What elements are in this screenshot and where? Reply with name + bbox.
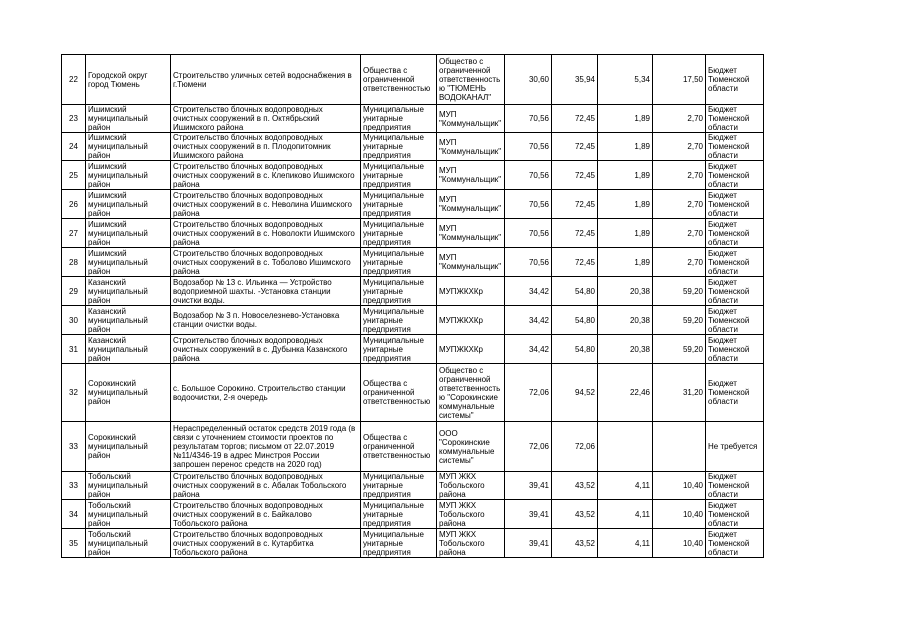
value-3-cell: 1,89 — [598, 133, 653, 161]
project-description-cell: Строительство блочных водопроводных очистных сооружений в с. Байкалово Тобольского района — [171, 500, 361, 529]
value-3-cell: 1,89 — [598, 105, 653, 133]
funding-source-cell: Бюджет Тюменской области — [706, 277, 764, 306]
legal-form-cell: Общества с ограниченной ответственностью — [361, 55, 437, 105]
organization-cell: МУП "Коммунальщик" — [437, 161, 505, 190]
project-description-cell: Водозабор № 13 с. Ильинка — Устройство водоприемной шахты. -Установка станции очистки воды. — [171, 277, 361, 306]
funding-source-cell: Бюджет Тюменской области — [706, 105, 764, 133]
municipality-cell: Казанский муниципальный район — [86, 306, 171, 335]
value-4-cell: 10,40 — [653, 472, 706, 500]
value-4-cell — [653, 422, 706, 472]
row-number: 24 — [62, 133, 86, 161]
municipality-cell: Тобольский муниципальный район — [86, 500, 171, 529]
municipality-cell: Ишимский муниципальный район — [86, 133, 171, 161]
organization-cell: МУП "Коммунальщик" — [437, 219, 505, 248]
value-1-cell: 70,56 — [505, 161, 552, 190]
value-3-cell: 1,89 — [598, 190, 653, 219]
row-number: 26 — [62, 190, 86, 219]
value-1-cell: 70,56 — [505, 105, 552, 133]
row-number: 32 — [62, 364, 86, 422]
legal-form-cell: Муниципальные унитарные предприятия — [361, 105, 437, 133]
table-row — [62, 190, 764, 219]
organization-cell: МУП "Коммунальщик" — [437, 248, 505, 277]
projects-table — [61, 54, 764, 558]
value-2-cell: 43,52 — [552, 472, 598, 500]
value-4-cell: 31,20 — [653, 364, 706, 422]
value-1-cell: 70,56 — [505, 248, 552, 277]
value-1-cell: 39,41 — [505, 500, 552, 529]
row-number: 35 — [62, 529, 86, 558]
row-number: 33 — [62, 472, 86, 500]
funding-source-cell: Не требуется — [706, 422, 764, 472]
funding-source-cell: Бюджет Тюменской области — [706, 500, 764, 529]
row-number: 29 — [62, 277, 86, 306]
table-row — [62, 55, 764, 105]
table-row — [62, 306, 764, 335]
organization-cell: МУП ЖКХ Тобольского района — [437, 529, 505, 558]
value-2-cell: 43,52 — [552, 500, 598, 529]
organization-cell: МУПЖКХКр — [437, 335, 505, 364]
project-description-cell: Строительство блочных водопроводных очистных сооружений в с. Дубынка Казанского района — [171, 335, 361, 364]
funding-source-cell: Бюджет Тюменской области — [706, 161, 764, 190]
organization-cell: Общество с ограниченной ответственность ю "ТЮМЕНЬ ВОДОКАНАЛ" — [437, 55, 505, 105]
row-number: 34 — [62, 500, 86, 529]
value-4-cell: 2,70 — [653, 190, 706, 219]
funding-source-cell: Бюджет Тюменской области — [706, 335, 764, 364]
legal-form-cell: Муниципальные унитарные предприятия — [361, 277, 437, 306]
project-description-cell: Строительство блочных водопроводных очистных сооружений в с. Неволина Ишимского района — [171, 190, 361, 219]
project-description-cell: с. Большое Сорокино. Строительство станции водоочистки, 2-я очередь — [171, 364, 361, 422]
funding-source-cell: Бюджет Тюменской области — [706, 190, 764, 219]
municipality-cell: Ишимский муниципальный район — [86, 219, 171, 248]
table-row — [62, 248, 764, 277]
table-row — [62, 133, 764, 161]
value-4-cell: 59,20 — [653, 306, 706, 335]
value-2-cell: 35,94 — [552, 55, 598, 105]
project-description-cell: Строительство блочных водопроводных очистных сооружений в с. Абалак Тобольского района — [171, 472, 361, 500]
value-3-cell: 20,38 — [598, 277, 653, 306]
legal-form-cell: Муниципальные унитарные предприятия — [361, 500, 437, 529]
row-number: 30 — [62, 306, 86, 335]
organization-cell: МУП "Коммунальщик" — [437, 105, 505, 133]
value-3-cell: 1,89 — [598, 219, 653, 248]
table-row — [62, 364, 764, 422]
row-number: 28 — [62, 248, 86, 277]
value-1-cell: 72,06 — [505, 364, 552, 422]
value-4-cell: 2,70 — [653, 105, 706, 133]
table-row — [62, 529, 764, 558]
project-description-cell: Строительство уличных сетей водоснабжения в г.Тюмени — [171, 55, 361, 105]
organization-cell: МУПЖКХКр — [437, 277, 505, 306]
value-2-cell: 72,45 — [552, 105, 598, 133]
value-3-cell: 4,11 — [598, 529, 653, 558]
project-description-cell: Строительство блочных водопроводных очистных сооружений в п. Октябрьский Ишимского района — [171, 105, 361, 133]
funding-source-cell: Бюджет Тюменской области — [706, 364, 764, 422]
value-1-cell: 70,56 — [505, 190, 552, 219]
funding-source-cell: Бюджет Тюменской области — [706, 306, 764, 335]
legal-form-cell: Муниципальные унитарные предприятия — [361, 306, 437, 335]
row-number: 27 — [62, 219, 86, 248]
project-description-cell: Водозабор № 3 п. Новоселезнево-Установка станции очистки воды. — [171, 306, 361, 335]
legal-form-cell: Муниципальные унитарные предприятия — [361, 219, 437, 248]
organization-cell: МУП "Коммунальщик" — [437, 133, 505, 161]
table-row — [62, 277, 764, 306]
table-row — [62, 105, 764, 133]
legal-form-cell: Общества с ограниченной ответственностью — [361, 364, 437, 422]
organization-cell: МУПЖКХКр — [437, 306, 505, 335]
value-2-cell: 72,45 — [552, 219, 598, 248]
value-2-cell: 94,52 — [552, 364, 598, 422]
project-description-cell: Строительство блочных водопроводных очистных сооружений в с. Новолокти Ишимского района — [171, 219, 361, 248]
municipality-cell: Городской округ город Тюмень — [86, 55, 171, 105]
value-4-cell: 10,40 — [653, 529, 706, 558]
value-3-cell: 4,11 — [598, 500, 653, 529]
legal-form-cell: Муниципальные унитарные предприятия — [361, 529, 437, 558]
value-2-cell: 72,45 — [552, 248, 598, 277]
legal-form-cell: Муниципальные унитарные предприятия — [361, 190, 437, 219]
value-2-cell: 54,80 — [552, 306, 598, 335]
table-row — [62, 335, 764, 364]
value-3-cell: 5,34 — [598, 55, 653, 105]
table-row — [62, 219, 764, 248]
legal-form-cell: Муниципальные унитарные предприятия — [361, 472, 437, 500]
funding-source-cell: Бюджет Тюменской области — [706, 529, 764, 558]
project-description-cell: Строительство блочных водопроводных очистных сооружений в п. Плодопитомник Ишимского района — [171, 133, 361, 161]
row-number: 22 — [62, 55, 86, 105]
municipality-cell: Ишимский муниципальный район — [86, 161, 171, 190]
row-number: 31 — [62, 335, 86, 364]
value-3-cell: 1,89 — [598, 248, 653, 277]
value-3-cell — [598, 422, 653, 472]
value-4-cell: 17,50 — [653, 55, 706, 105]
value-2-cell: 54,80 — [552, 277, 598, 306]
organization-cell: МУП ЖКХ Тобольского района — [437, 500, 505, 529]
value-1-cell: 39,41 — [505, 529, 552, 558]
value-2-cell: 72,06 — [552, 422, 598, 472]
value-3-cell: 22,46 — [598, 364, 653, 422]
funding-source-cell: Бюджет Тюменской области — [706, 248, 764, 277]
municipality-cell: Казанский муниципальный район — [86, 335, 171, 364]
value-2-cell: 43,52 — [552, 529, 598, 558]
legal-form-cell: Общества с ограниченной ответственностью — [361, 422, 437, 472]
organization-cell: МУП "Коммунальщик" — [437, 190, 505, 219]
row-number: 23 — [62, 105, 86, 133]
value-3-cell: 1,89 — [598, 161, 653, 190]
table-row — [62, 422, 764, 472]
table-row — [62, 472, 764, 500]
value-4-cell: 59,20 — [653, 277, 706, 306]
project-description-cell: Строительство блочных водопроводных очистных сооружений в с. Кутарбитка Тобольского района — [171, 529, 361, 558]
value-2-cell: 54,80 — [552, 335, 598, 364]
table-row — [62, 161, 764, 190]
municipality-cell: Ишимский муниципальный район — [86, 190, 171, 219]
organization-cell: МУП ЖКХ Тобольского района — [437, 472, 505, 500]
municipality-cell: Ишимский муниципальный район — [86, 105, 171, 133]
funding-source-cell: Бюджет Тюменской области — [706, 472, 764, 500]
value-4-cell: 2,70 — [653, 133, 706, 161]
legal-form-cell: Муниципальные унитарные предприятия — [361, 335, 437, 364]
municipality-cell: Сорокинский муниципальный район — [86, 422, 171, 472]
project-description-cell: Нераспределенный остаток средств 2019 года (в связи с уточнением стоимости проектов по результатам торгов; письмом от 22.07.2019 №11/4346-19 в адрес Минстроя России запрошен перенос средств на 2020 год) — [171, 422, 361, 472]
value-2-cell: 72,45 — [552, 133, 598, 161]
value-3-cell: 4,11 — [598, 472, 653, 500]
value-4-cell: 2,70 — [653, 219, 706, 248]
value-4-cell: 59,20 — [653, 335, 706, 364]
value-1-cell: 70,56 — [505, 219, 552, 248]
value-1-cell: 39,41 — [505, 472, 552, 500]
project-description-cell: Строительство блочных водопроводных очистных сооружений в с. Тоболово Ишимского района — [171, 248, 361, 277]
value-1-cell: 34,42 — [505, 277, 552, 306]
value-1-cell: 30,60 — [505, 55, 552, 105]
value-4-cell: 2,70 — [653, 248, 706, 277]
value-3-cell: 20,38 — [598, 306, 653, 335]
organization-cell: ООО "Сорокинские коммунальные системы" — [437, 422, 505, 472]
municipality-cell: Тобольский муниципальный район — [86, 529, 171, 558]
legal-form-cell: Муниципальные унитарные предприятия — [361, 133, 437, 161]
row-number: 25 — [62, 161, 86, 190]
municipality-cell: Сорокинский муниципальный район — [86, 364, 171, 422]
legal-form-cell: Муниципальные унитарные предприятия — [361, 161, 437, 190]
funding-source-cell: Бюджет Тюменской области — [706, 219, 764, 248]
value-1-cell: 72,06 — [505, 422, 552, 472]
value-1-cell: 70,56 — [505, 133, 552, 161]
value-2-cell: 72,45 — [552, 190, 598, 219]
value-1-cell: 34,42 — [505, 335, 552, 364]
organization-cell: Общество с ограниченной ответственность ю "Сорокинские коммунальные системы" — [437, 364, 505, 422]
municipality-cell: Тобольский муниципальный район — [86, 472, 171, 500]
table-row — [62, 500, 764, 529]
value-4-cell: 10,40 — [653, 500, 706, 529]
value-2-cell: 72,45 — [552, 161, 598, 190]
municipality-cell: Казанский муниципальный район — [86, 277, 171, 306]
legal-form-cell: Муниципальные унитарные предприятия — [361, 248, 437, 277]
project-description-cell: Строительство блочных водопроводных очистных сооружений в с. Клепиково Ишимского района — [171, 161, 361, 190]
value-4-cell: 2,70 — [653, 161, 706, 190]
funding-source-cell: Бюджет Тюменской области — [706, 133, 764, 161]
value-1-cell: 34,42 — [505, 306, 552, 335]
row-number: 33 — [62, 422, 86, 472]
value-3-cell: 20,38 — [598, 335, 653, 364]
funding-source-cell: Бюджет Тюменской области — [706, 55, 764, 105]
municipality-cell: Ишимский муниципальный район — [86, 248, 171, 277]
